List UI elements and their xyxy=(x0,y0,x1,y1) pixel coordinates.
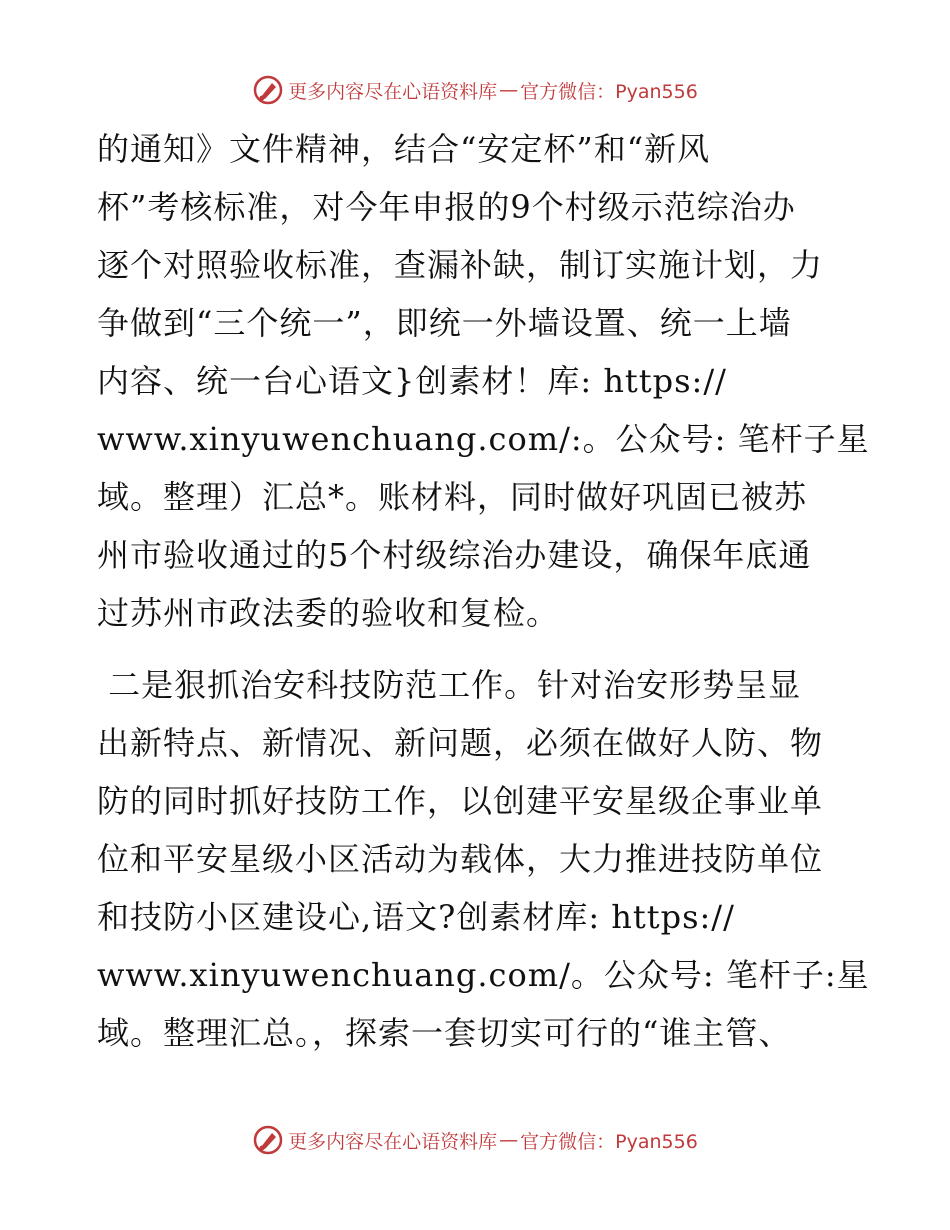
document-body xyxy=(97,120,870,1062)
text-line: 域。整理汇总。，探索一套切实可行的“谁主管、 xyxy=(97,1014,792,1052)
banner-text: 更多内容尽在心语资料库 xyxy=(288,80,498,103)
text-line: 内容、统一台心语文}创素材！库: https:// xyxy=(97,362,727,400)
text-line: 的通知》文件精神，结合“安定杯”和“新风 xyxy=(97,130,711,168)
footer-banner xyxy=(0,1120,950,1160)
text-line: 域。整理）汇总*。账材料，同时做好巩固已被苏 xyxy=(97,478,808,516)
text-line: 过苏州市政法委的验收和复检。 xyxy=(97,594,560,632)
text-line: 逐个对照验收标准，查漏补缺，制订实施计划，力 xyxy=(97,246,824,284)
text-line: 争做到“三个统一”，即统一外墙设置、统一上墙 xyxy=(97,304,792,342)
banner-separator: — xyxy=(499,1129,519,1151)
pen-nib-logo-icon xyxy=(252,1124,284,1156)
banner-text: 更多内容尽在心语资料库 xyxy=(288,1130,498,1153)
text-line: www.xinyuwenchuang.com/:。公众号: 笔杆子星 xyxy=(97,420,870,458)
text-line: 州市验收通过的5个村级综治办建设，确保年底通 xyxy=(97,536,812,574)
banner-separator: — xyxy=(499,79,519,101)
paragraph-1 xyxy=(97,120,870,642)
text-line: 杯”考核标准，对今年申报的9个村级示范综治办 xyxy=(97,188,796,226)
text-line: 和技防小区建设心,语文?创素材库: https:// xyxy=(97,898,735,936)
text-line: 防的同时抓好技防工作，以创建平安星级企事业单 xyxy=(97,782,824,820)
banner-wechat: 官方微信：Pyan556 xyxy=(520,80,698,103)
text-line: 二是狠抓治安科技防范工作。针对治安形势呈显 xyxy=(97,666,802,704)
text-line: 位和平安星级小区活动为载体，大力推进技防单位 xyxy=(97,840,824,878)
text-line: www.xinyuwenchuang.com/。公众号: 笔杆子:星 xyxy=(97,956,870,994)
paragraph-2 xyxy=(97,656,870,1062)
pen-nib-logo-icon xyxy=(252,74,284,106)
banner-wechat: 官方微信：Pyan556 xyxy=(520,1130,698,1153)
header-banner xyxy=(0,70,950,110)
text-line: 出新特点、新情况、新问题，必须在做好人防、物 xyxy=(97,724,824,762)
